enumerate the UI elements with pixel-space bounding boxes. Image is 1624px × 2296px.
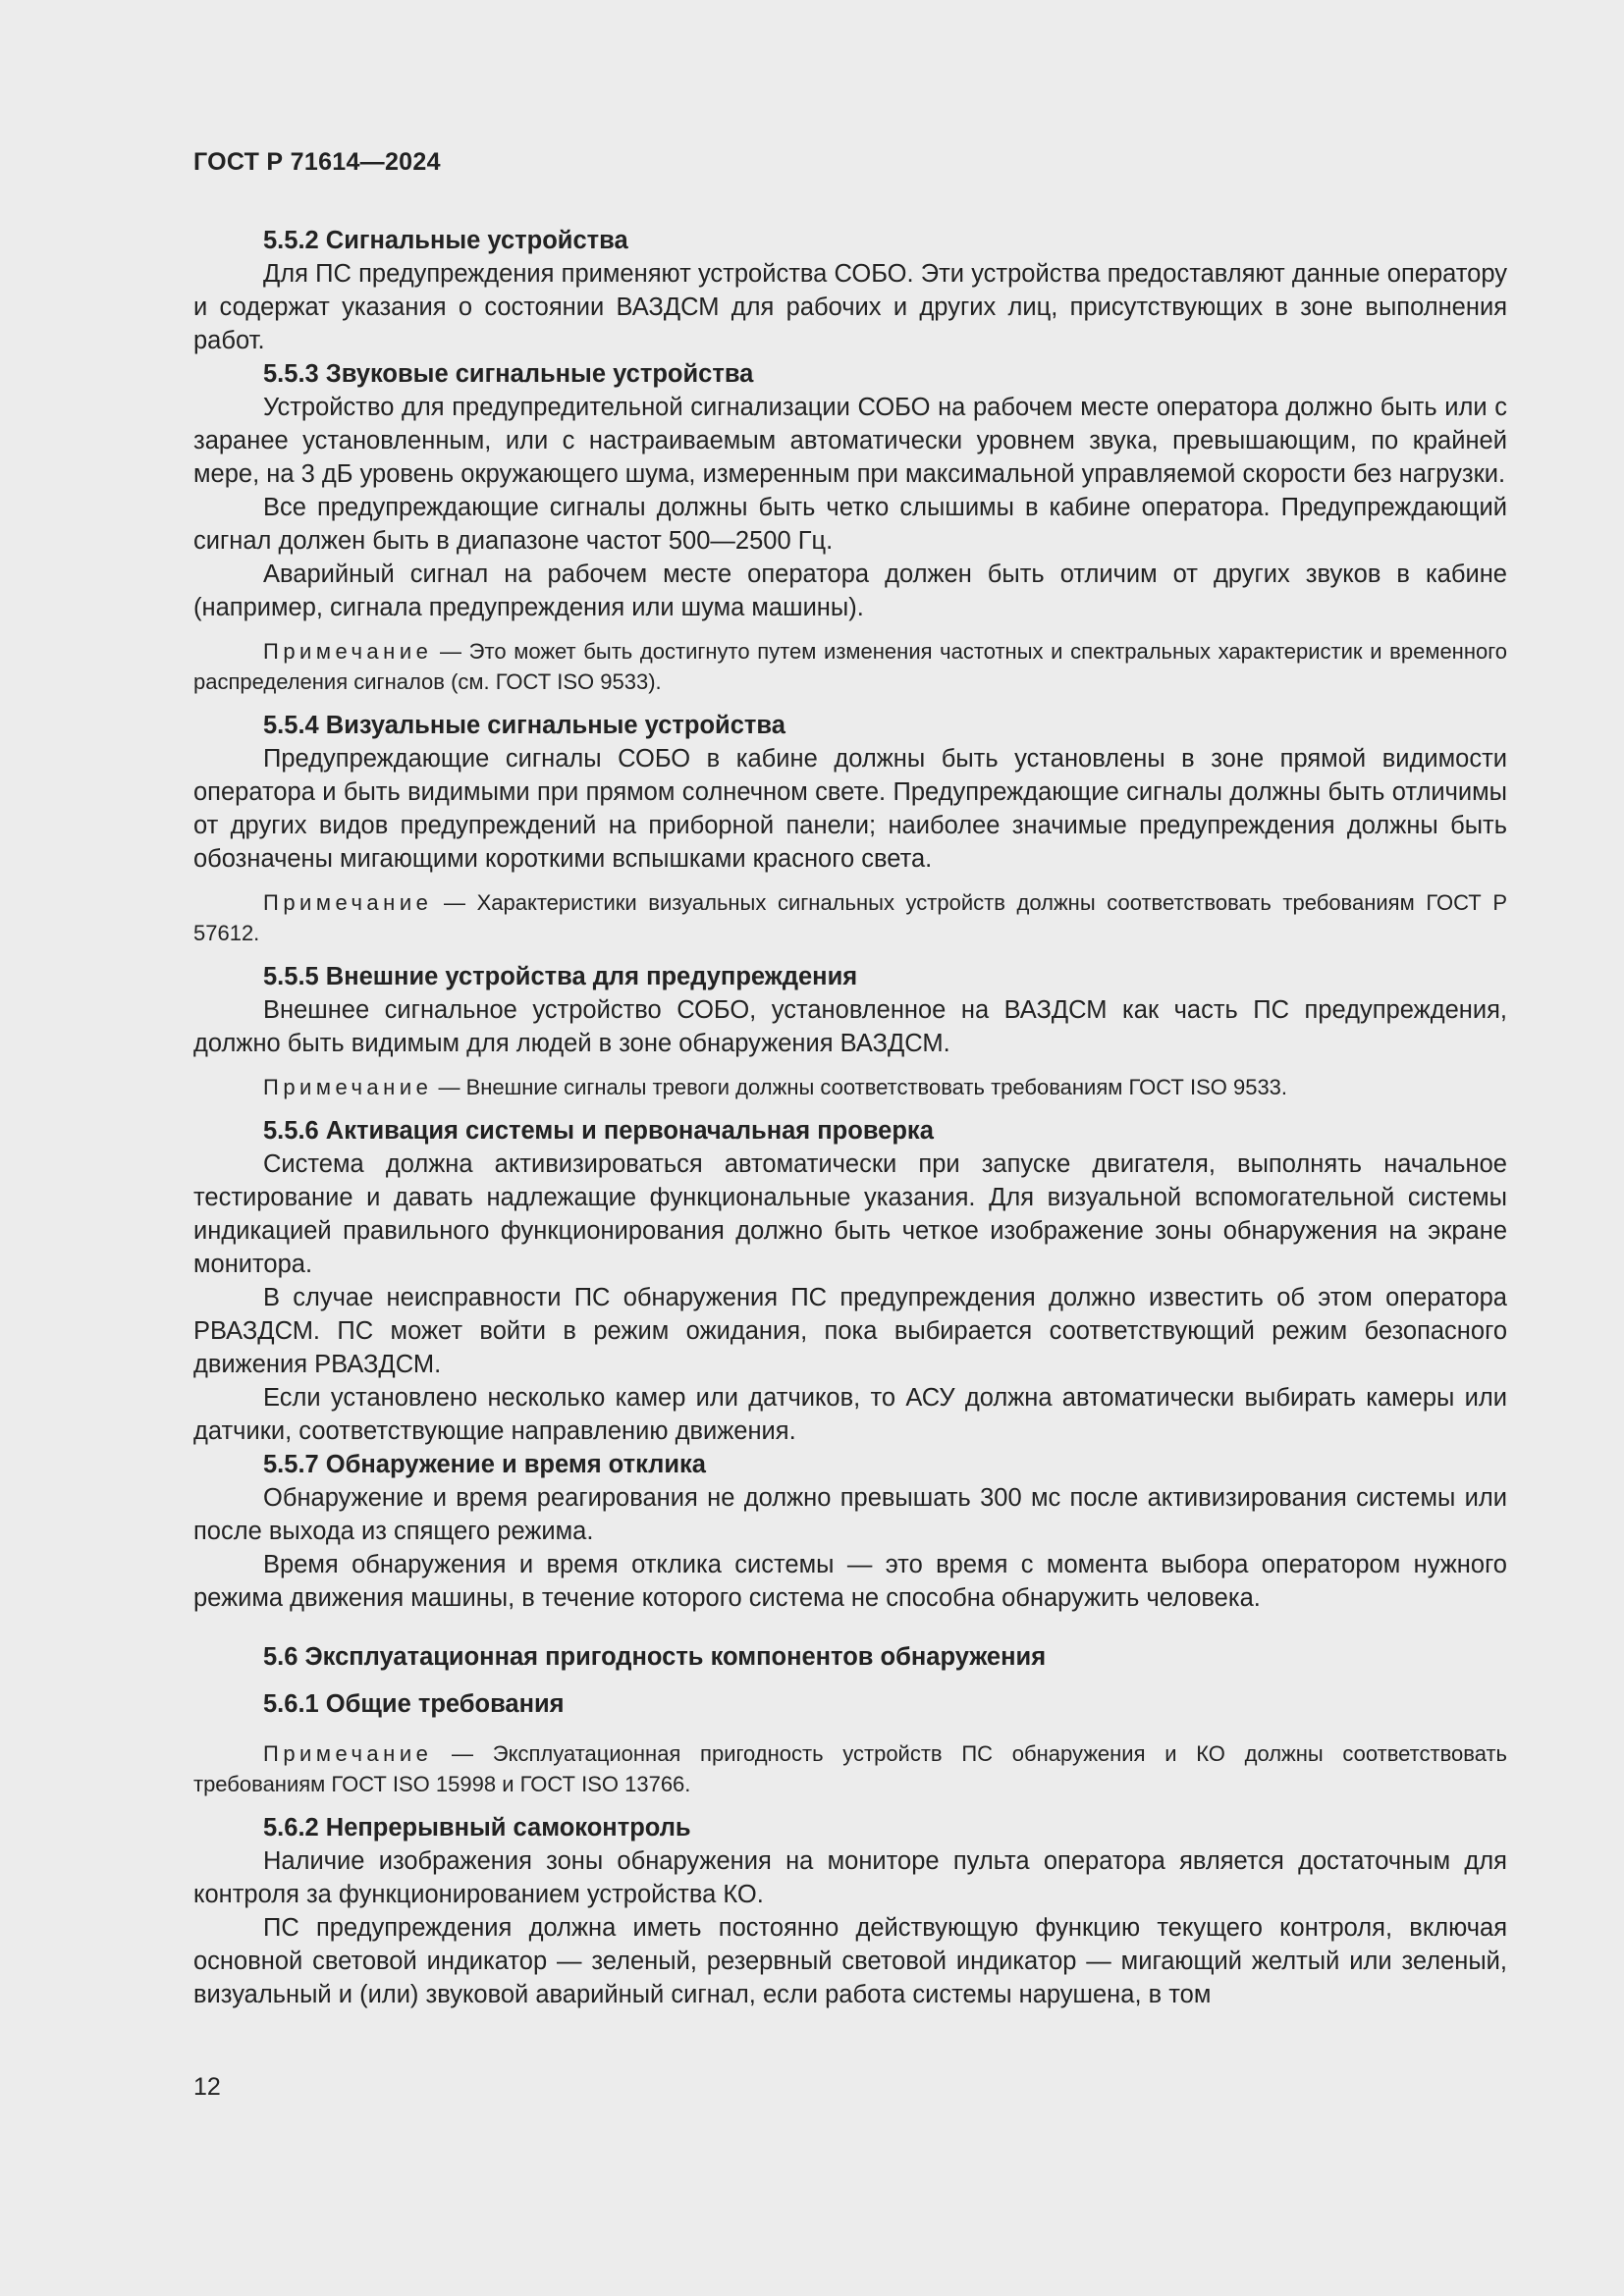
- section-heading-5-5-4: 5.5.4 Визуальные сигнальные устройства: [263, 712, 785, 739]
- note: [193, 887, 1507, 948]
- paragraph: Внешнее сигнальное устройство СОБО, установленное на ВАЗДСМ как часть ПС предупреждения, должно быть видимым для людей в зоне обнаружения ВАЗДСМ.: [193, 996, 1507, 1057]
- note-label: Примечание: [263, 639, 433, 664]
- section-heading-5-5-3: 5.5.3 Звуковые сигнальные устройства: [263, 360, 754, 388]
- note-label: Примечание: [263, 1075, 433, 1099]
- paragraph: Время обнаружения и время отклика системы — это время с момента выбора оператором нужного режима движения машины, в течение которого система не способна обнаружить человека.: [193, 1551, 1507, 1612]
- section-heading-5-6-1: 5.6.1 Общие требования: [263, 1690, 565, 1718]
- page-number: 12: [193, 2073, 221, 2101]
- section-heading-5-5-7: 5.5.7 Обнаружение и время отклика: [263, 1451, 706, 1478]
- note: [193, 1738, 1507, 1799]
- paragraph: Предупреждающие сигналы СОБО в кабине должны быть установлены в зоне прямой видимости оператора и быть видимыми при прямом солнечном свете. Предупреждающие сигналы должны быть отличимы от других видов предупреждений на приборной панели; наиболее значимые предупреждения должны быть обозначены мигающими короткими вспышками красного света.: [193, 745, 1507, 873]
- paragraph: Устройство для предупредительной сигнализации СОБО на рабочем месте оператора должно быть или с заранее установленным, или с настраиваемым автоматически уровнем звука, превышающим, по крайней мере, на 3 дБ уровень окружающего шума, измеренным при максимальной управляемой скорости без нагрузки.: [193, 394, 1507, 488]
- section-heading-5-5-6: 5.5.6 Активация системы и первоначальная проверка: [263, 1117, 934, 1145]
- note-text: — Это может быть достигнуто путем изменения частотных и спектральных характеристик и временного распределения сигналов (см. ГОСТ ISO 9533).: [193, 639, 1507, 694]
- section-heading-5-5-2: 5.5.2 Сигнальные устройства: [263, 227, 628, 254]
- paragraph: Для ПС предупреждения применяют устройства СОБО. Эти устройства предоставляют данные оператору и содержат указания о состоянии ВАЗДСМ для рабочих и других лиц, присутствующих в зоне выполнения работ.: [193, 260, 1507, 354]
- note: [193, 1072, 1507, 1102]
- paragraph: Все предупреждающие сигналы должны быть четко слышимы в кабине оператора. Предупреждающий сигнал должен быть в диапазоне частот 500—2500 Гц.: [193, 494, 1507, 555]
- paragraph: Наличие изображения зоны обнаружения на мониторе пульта оператора является достаточным для контроля за функционированием устройства КО.: [193, 1847, 1507, 1908]
- note-label: Примечание: [263, 890, 433, 915]
- note-text: — Характеристики визуальных сигнальных устройств должны соответствовать требованиям ГОСТ Р 57612.: [193, 890, 1507, 945]
- section-heading-5-5-5: 5.5.5 Внешние устройства для предупреждения: [263, 963, 858, 990]
- note-text: — Эксплуатационная пригодность устройств ПС обнаружения и КО должны соответствовать требованиям ГОСТ ISO 15998 и ГОСТ ISO 13766.: [193, 1741, 1507, 1796]
- paragraph: Аварийный сигнал на рабочем месте оператора должен быть отличим от других звуков в кабине (например, сигнала предупреждения или шума машины).: [193, 561, 1507, 621]
- paragraph: ПС предупреждения должна иметь постоянно действующую функцию текущего контроля, включая основной световой индикатор — зеленый, резервный световой индикатор — мигающий желтый или зеленый, визуальный и (или) звуковой аварийный сигнал, если работа системы нарушена, в том: [193, 1914, 1507, 2008]
- paragraph: Обнаружение и время реагирования не должно превышать 300 мс после активизирования системы или после выхода из спящего режима.: [193, 1484, 1507, 1545]
- document-body: [193, 224, 1507, 2011]
- note: [193, 636, 1507, 697]
- note-label: Примечание: [263, 1741, 433, 1766]
- note-text: — Внешние сигналы тревоги должны соответствовать требованиям ГОСТ ISO 9533.: [432, 1075, 1288, 1099]
- paragraph: Если установлено несколько камер или датчиков, то АСУ должна автоматически выбирать камеры или датчики, соответствующие направлению движения.: [193, 1384, 1507, 1445]
- document-header: ГОСТ Р 71614—2024: [193, 148, 441, 176]
- section-heading-5-6: 5.6 Эксплуатационная пригодность компонентов обнаружения: [263, 1643, 1047, 1671]
- section-heading-5-6-2: 5.6.2 Непрерывный самоконтроль: [263, 1814, 691, 1842]
- paragraph: В случае неисправности ПС обнаружения ПС предупреждения должно известить об этом оператора РВАЗДСМ. ПС может войти в режим ожидания, пока выбирается соответствующий режим безопасного движения РВАЗДСМ.: [193, 1284, 1507, 1378]
- paragraph: Система должна активизироваться автоматически при запуске двигателя, выполнять начальное тестирование и давать надлежащие функциональные указания. Для визуальной вспомогательной системы индикацией правильного функционирования должно быть четкое изображение зоны обнаружения на экране монитора.: [193, 1150, 1507, 1278]
